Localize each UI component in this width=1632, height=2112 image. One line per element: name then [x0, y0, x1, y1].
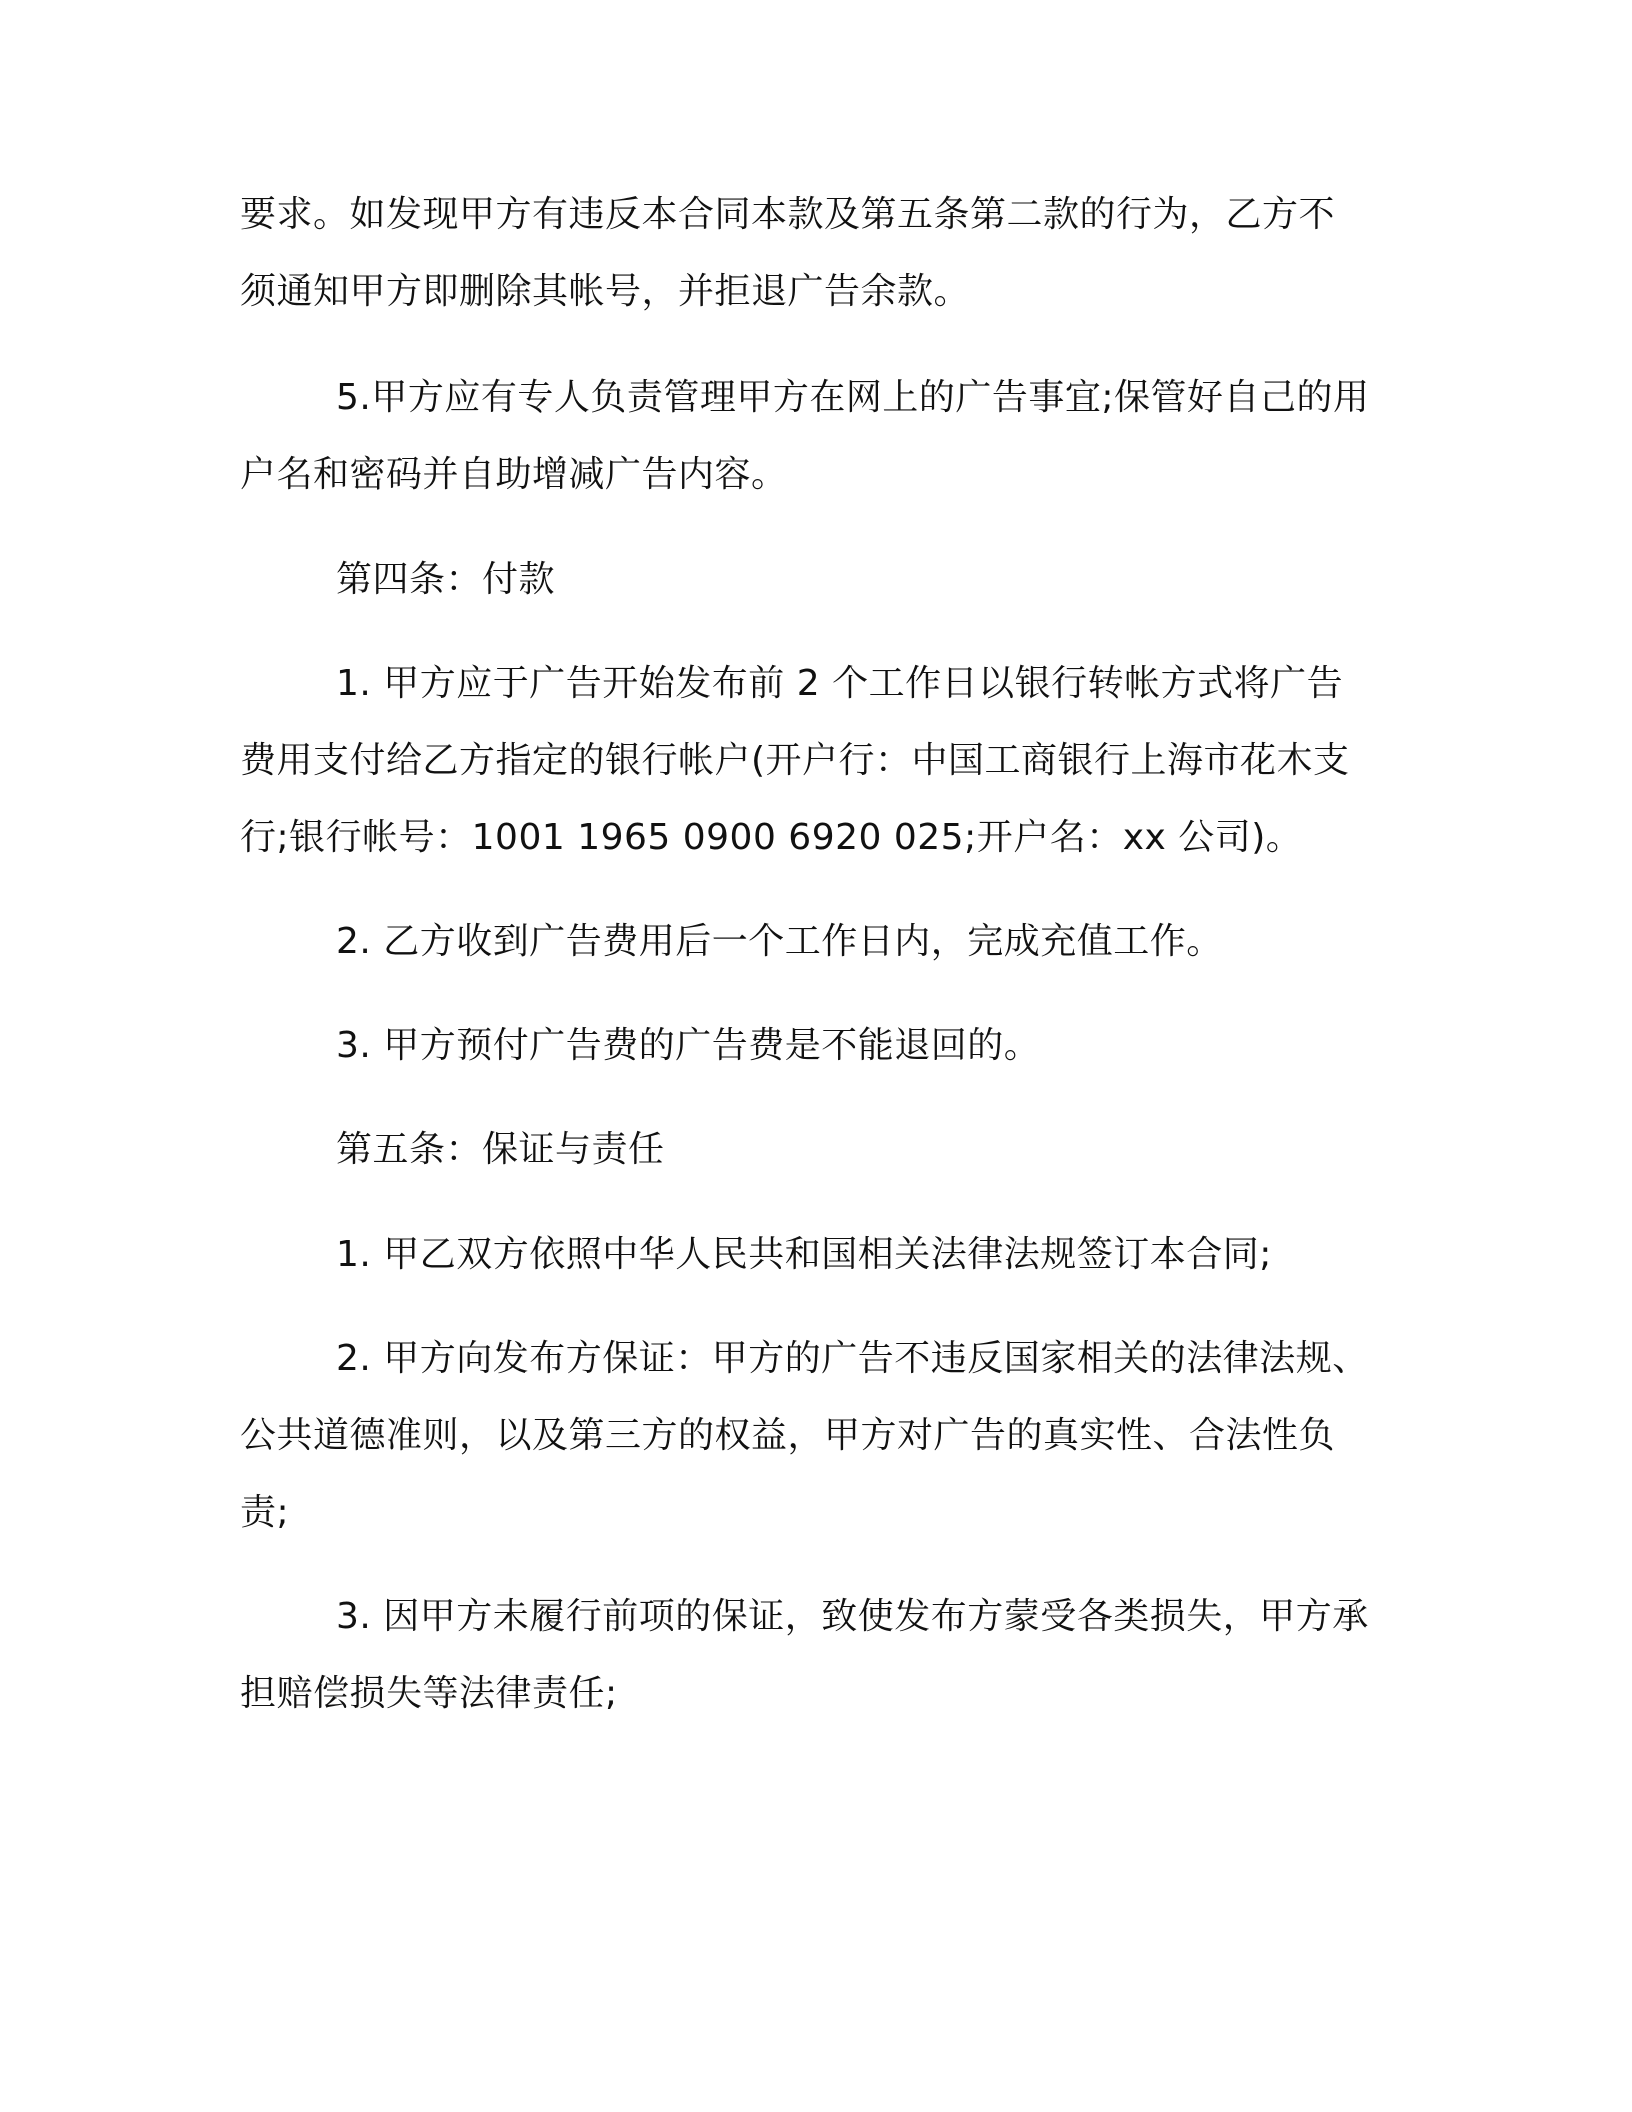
paragraph-continuation	[240, 176, 1400, 330]
text-line: 要求。如发现甲方有违反本合同本款及第五条第二款的行为，乙方不	[240, 194, 1336, 235]
article-5-heading	[240, 1111, 1400, 1188]
paragraph-art4-item-3	[240, 1007, 1400, 1084]
text-line: 3. 因甲方未履行前项的保证，致使发布方蒙受各类损失，甲方承	[336, 1596, 1369, 1637]
text-line: 行;银行帐号：1001 1965 0900 6920 025;开户名：xx 公司)。	[240, 817, 1303, 858]
text-line: 1. 甲乙双方依照中华人民共和国相关法律法规签订本合同;	[336, 1234, 1272, 1275]
text-line: 费用支付给乙方指定的银行帐户(开户行：中国工商银行上海市花木支	[240, 740, 1350, 781]
paragraph-art4-item-1	[240, 645, 1400, 876]
text-line: 责;	[240, 1492, 290, 1533]
paragraph-art5-item-1	[240, 1216, 1400, 1293]
paragraph-art5-item-2	[240, 1320, 1400, 1551]
text-line: 须通知甲方即删除其帐号，并拒退广告余款。	[240, 271, 971, 312]
text-line: 3. 甲方预付广告费的广告费是不能退回的。	[336, 1025, 1041, 1066]
paragraph-item-5	[240, 359, 1400, 513]
text-line: 担赔偿损失等法律责任;	[240, 1673, 618, 1714]
article-4-heading	[240, 541, 1400, 618]
text-line: 第五条：保证与责任	[336, 1129, 665, 1170]
paragraph-art5-item-3	[240, 1578, 1400, 1732]
text-line: 1. 甲方应于广告开始发布前 2 个工作日以银行转帐方式将广告	[336, 663, 1344, 704]
text-line: 户名和密码并自助增减广告内容。	[240, 454, 788, 495]
text-line: 2. 乙方收到广告费用后一个工作日内，完成充值工作。	[336, 921, 1223, 962]
text-line: 2. 甲方向发布方保证：甲方的广告不违反国家相关的法律法规、	[336, 1338, 1369, 1379]
text-line: 5.甲方应有专人负责管理甲方在网上的广告事宜;保管好自己的用	[336, 377, 1370, 418]
text-line: 公共道德准则，以及第三方的权益，甲方对广告的真实性、合法性负	[240, 1415, 1336, 1456]
text-line: 第四条：付款	[336, 559, 556, 600]
paragraph-art4-item-2	[240, 903, 1400, 980]
